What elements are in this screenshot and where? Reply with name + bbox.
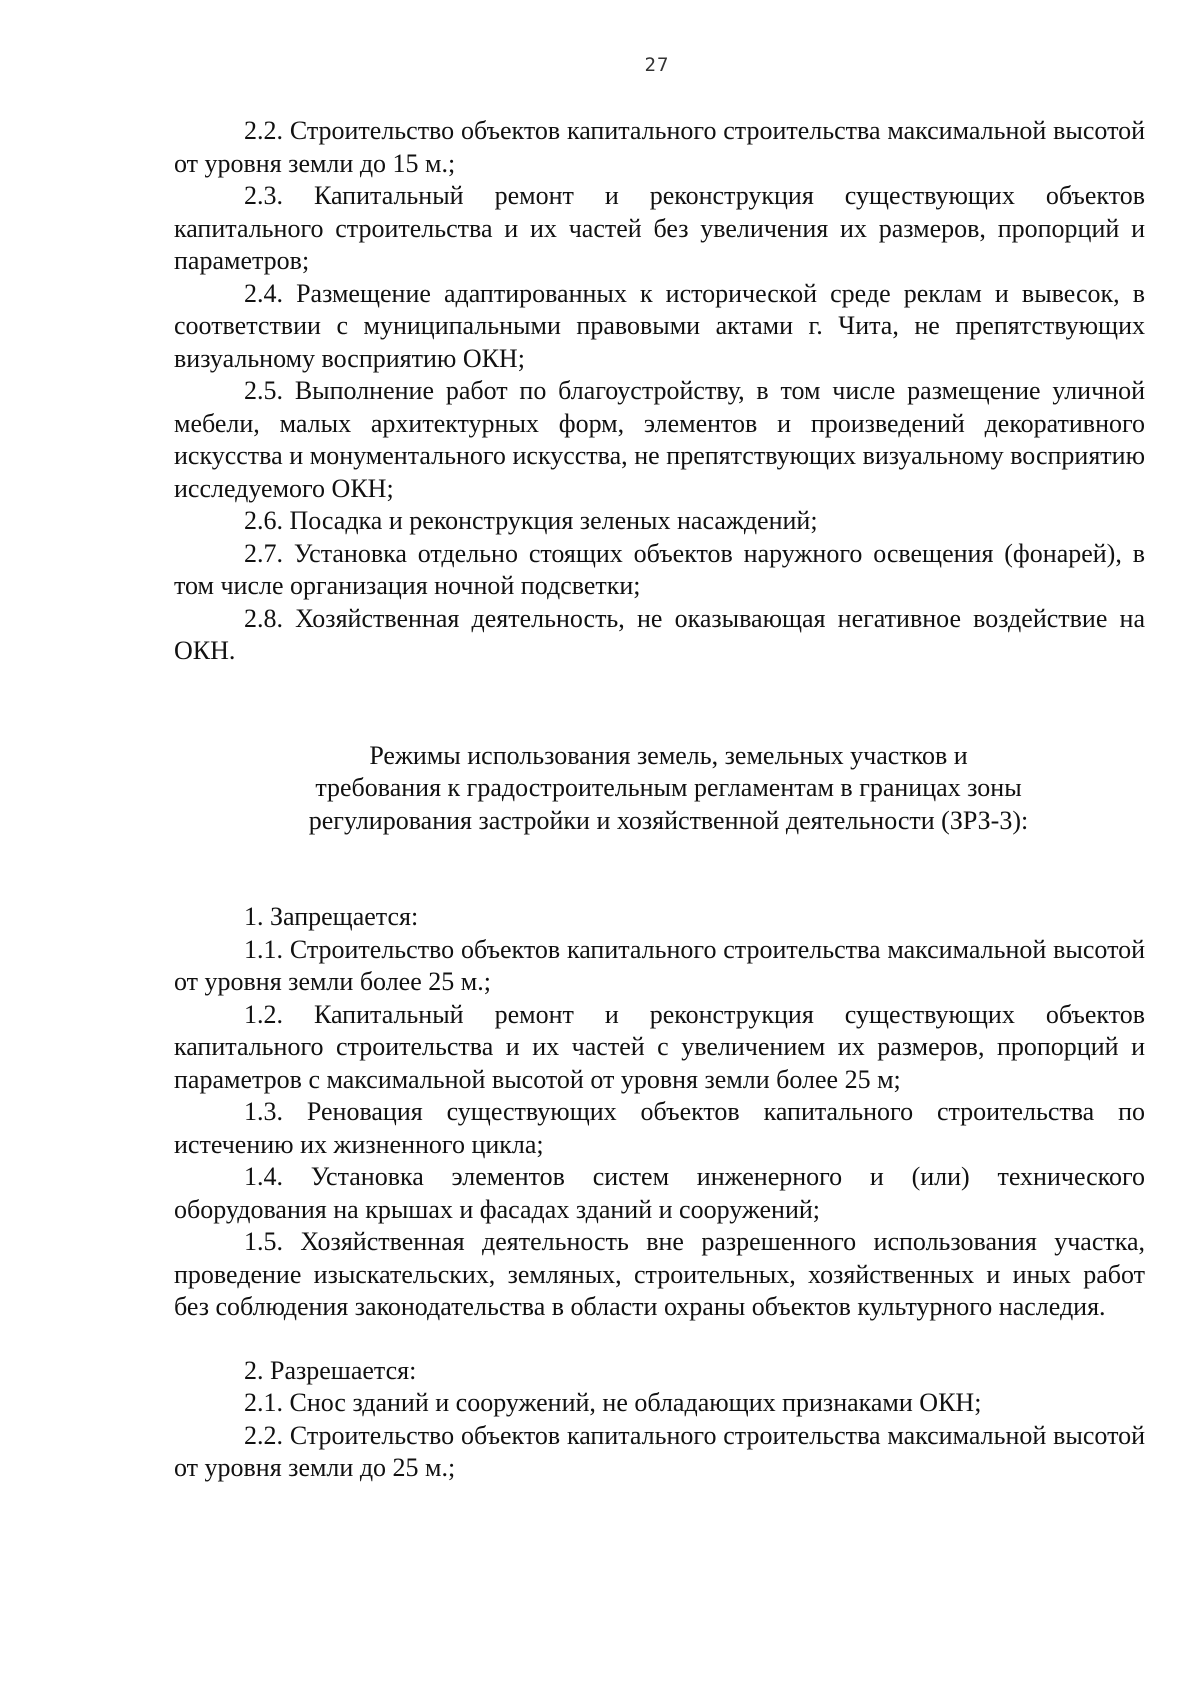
heading-line-2: требования к градостроительным регламентам в границах зоны [315, 773, 1022, 802]
paragraph-2-7: 2.7. Установка отдельно стоящих объектов наружного освещения (фонарей), в том числе организация ночной подсветки; [174, 538, 1145, 600]
section-heading-zrz-3 [174, 740, 1145, 838]
paragraph-2-6: 2.6. Посадка и реконструкция зеленых насаждений; [244, 506, 818, 535]
prohibited-item-1-4: 1.4. Установка элементов систем инженерного и (или) технического оборудования на крышах и фасадах зданий и сооружений; [174, 1162, 1145, 1224]
paragraph-2-4: 2.4. Размещение адаптированных к исторической среде реклам и вывесок, в соответствии с муниципальными правовыми актами г. Чита, не препятствующих визуальному восприятию ОКН; [174, 278, 1145, 373]
paragraph-2-5: 2.5. Выполнение работ по благоустройству, в том числе размещение уличной мебели, малых архитектурных форм, элементов и произведений декоративного искусства и монументального искусства, не препятствующих визуальному восприятию исследуемого ОКН; [174, 376, 1145, 503]
prohibited-title: 1. Запрещается: [244, 902, 419, 931]
document-body [174, 115, 1145, 1485]
paragraph-2-3: 2.3. Капитальный ремонт и реконструкция существующих объектов капитального строительства и их частей без увеличения их размеров, пропорций и параметров; [174, 181, 1145, 275]
heading-line-3: регулирования застройки и хозяйственной деятельности (ЗРЗ-3): [308, 805, 1029, 835]
spacer [174, 1324, 1145, 1355]
prohibited-item-1-5: 1.5. Хозяйственная деятельность вне разрешенного использования участка, проведение изыскательских, земляных, строительных, хозяйственных и иных работ без соблюдения законодательства в области охраны объектов культурного наследия. [174, 1227, 1145, 1321]
prohibited-item-1-3: 1.3. Реновация существующих объектов капитального строительства по истечению их жизненного цикла; [174, 1097, 1145, 1159]
heading-line-1: Режимы использования земель, земельных участков и [369, 740, 968, 770]
prohibited-item-1-1: 1.1. Строительство объектов капитального строительства максимальной высотой от уровня земли более 25 м.; [174, 934, 1145, 996]
paragraph-2-2: 2.2. Строительство объектов капитального строительства максимальной высотой от уровня земли до 15 м.; [174, 116, 1145, 178]
allowed-item-2-2: 2.2. Строительство объектов капитального строительства максимальной высотой от уровня земли до 25 м.; [174, 1420, 1145, 1482]
spacer [174, 837, 1145, 901]
paragraph-2-8: 2.8. Хозяйственная деятельность, не оказывающая негативное воздействие на ОКН. [174, 603, 1145, 665]
prohibited-item-1-2: 1.2. Капитальный ремонт и реконструкция существующих объектов капитального строительства и их частей с увеличением их размеров, пропорций и параметров с максимальной высотой от уровня земли более 25 м; [174, 999, 1145, 1094]
page-number: 27 [644, 54, 670, 76]
allowed-title: 2. Разрешается: [244, 1355, 417, 1385]
allowed-item-2-1: 2.1. Снос зданий и сооружений, не обладающих признаками ОКН; [244, 1388, 982, 1417]
